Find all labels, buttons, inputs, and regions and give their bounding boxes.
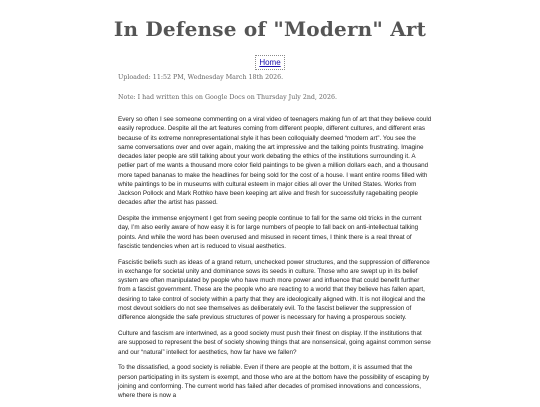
home-link[interactable]: Home	[255, 55, 284, 70]
paragraph: Fascistic beliefs such as ideas of a grand return, unchecked power structures, and the suppression of difference in exchange for societal unity and dominance sows its seeds in culture. Those who are swept up in its belief system are often manipulated by people who have much more power and influence that could benefit further from a fascist government. These are the people who are reacting to a world that they believe has fallen apart, desiring to take control of society within a party that they are ideologically aligned with. It is not illogical and the most devout soldiers do not see themselves as deliberately evil. To the fascist believer the suppression of difference alongside the safe previous structures of power is necessary for having a prosperous society.	[118, 258, 430, 322]
author-note: Note: I had written this on Google Docs on Thursday July 2nd, 2026.	[118, 94, 337, 101]
paragraph: Culture and fascism are intertwined, as a good society must push their finest on display. If the institutions that are supposed to represent the best of society showing things that are nonsensical, going against common sense and our “natural” intellect for aesthetics, how far have we fallen?	[118, 330, 431, 356]
article-body	[118, 115, 432, 407]
paragraph: To the dissatisfied, a good society is reliable. Even if there are people at the bottom, it is assumed that the person participating in its system is exempt, and those who are at the bottom have the possibility of escaping by joining and conforming. The current world has failed after decades of promised innovations and concessions, where there is now a	[118, 364, 430, 400]
page-title: In Defense of "Modern" Art	[113, 17, 427, 41]
upload-timestamp: Uploaded: 11:52 PM, Wednesday March 18th 2026.	[118, 74, 284, 81]
nav	[0, 52, 540, 70]
paragraph: Every so often I see someone commenting on a viral video of teenagers making fun of art that they believe could easily reproduce. Despite all the art features coming from different people, different cultures, and different eras because of its extreme nonrepresentational style it has been colloquially deemed “modern art”. You see the same conversations over and over again, making the art impressive and the talking points frustrating. Imagine decades later people are still talking about your work debating the ethics of the institutions surrounding it. A petlier part of me wants a thousand more color field paintings to be given a million dollars each, and a thousand more taped bananas to make the headlines for being sold for the cost of a house. I want entire rooms filled with white paintings to be in museums with cultural esteem in major cities all over the United States. Works from Jackson Pollock and Mark Rothko have been keeping art alive and fresh for successfully ragebaiting people decades after the artist has passed.	[118, 116, 432, 207]
paragraph: Despite the immense enjoyment I get from seeing people continue to fall for the same old tricks in the current day, I’m also eerily aware of how easy it is for large numbers of people to fall back on anti-intellectual talking points. And while the word has been overused and misused in recent times, I think there is a real threat of fascistic tendencies when art is reduced to visual aesthetics.	[118, 215, 422, 250]
